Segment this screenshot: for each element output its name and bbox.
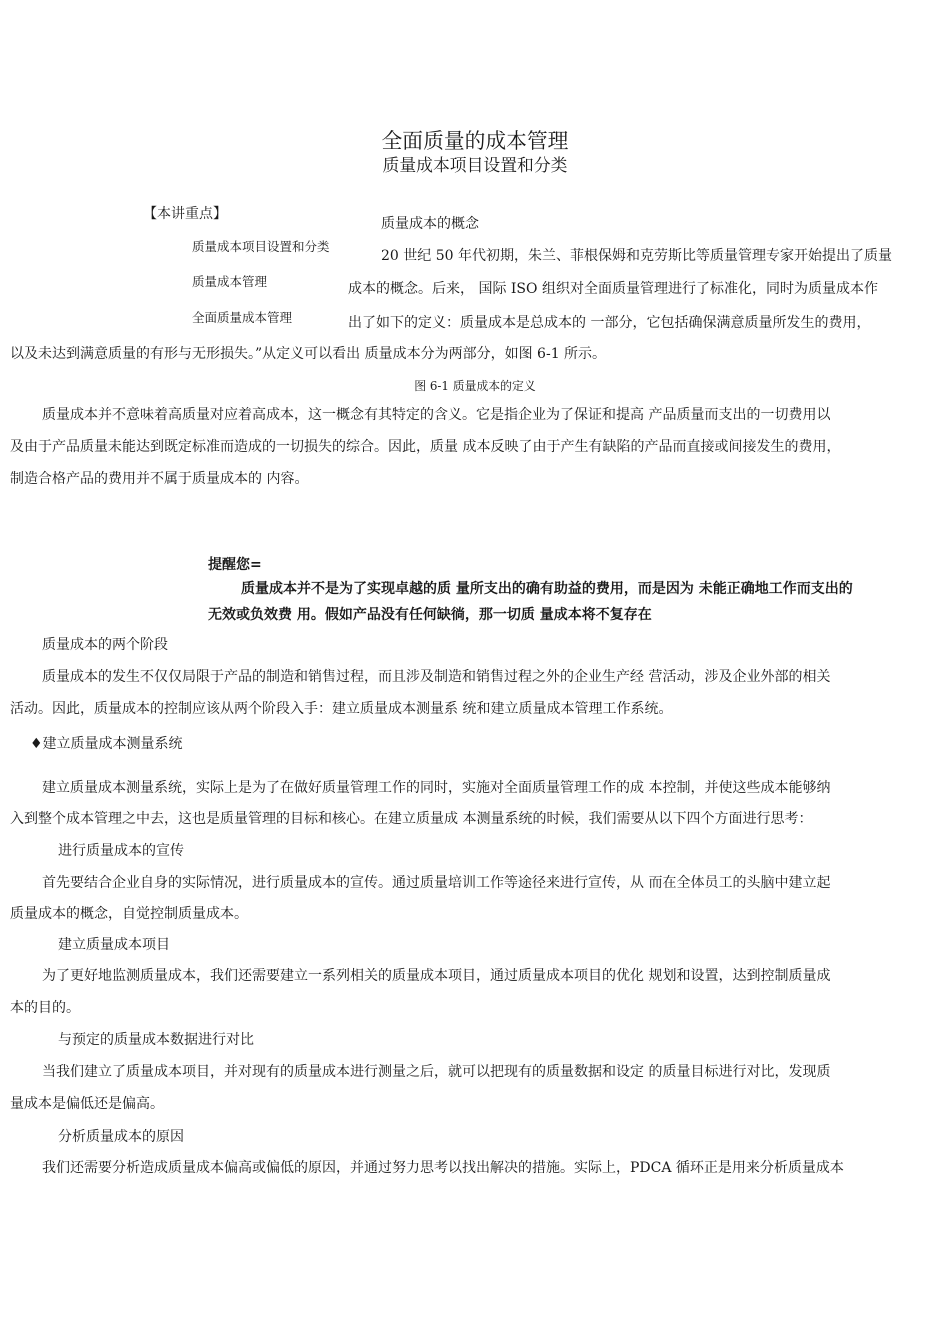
reminder-line: 质量成本并不是为了实现卓越的质 量所支出的确有助益的费用，而是因为 未能正确地工作而支出的 — [241, 581, 853, 597]
concept-line: 出了如下的定义：质量成本是总成本的 一部分，它包括确保满意质量所发生的费用， — [348, 315, 871, 331]
section-heading: ♦建立质量成本测量系统 — [30, 736, 183, 752]
paragraph-line: 及由于产品质量未能达到既定标准而造成的一切损失的综合。因此，质量 成本反映了由于产生有缺陷的产品而直接或间接发生的费用， — [10, 439, 841, 455]
key-point-item: 质量成本项目设置和分类 — [192, 239, 330, 254]
document-title: 全面质量的成本管理 — [381, 129, 569, 153]
concept-line: 20 世纪 50 年代初期，朱兰、菲根保姆和克劳斯比等质量管理专家开始提出了质量 — [381, 248, 892, 264]
subsection-heading: 与预定的质量成本数据进行对比 — [58, 1032, 254, 1048]
paragraph-line: 质量成本的概念，自觉控制质量成本。 — [10, 906, 248, 922]
paragraph-line: 入到整个成本管理之中去，这也是质量管理的目标和核心。在建立质量成 本测量系统的时候，我们需要从以下四个方面进行思考： — [10, 811, 813, 827]
paragraph-line: 我们还需要分析造成质量成本偏高或偏低的原因，并通过努力思考以找出解决的措施。实际上，PDCA 循环正是用来分析质量成本 — [42, 1160, 844, 1176]
key-point-item: 全面质量成本管理 — [192, 310, 293, 325]
reminder-line: 无效或负效费 用。假如产品没有任何缺徜，那一切质 量成本将不复存在 — [208, 607, 652, 623]
paragraph-line: 量成本是偏低还是偏高。 — [10, 1096, 164, 1112]
subsection-heading: 分析质量成本的原因 — [58, 1129, 184, 1145]
reminder-heading: 提醒您= — [208, 557, 262, 573]
concept-heading: 质量成本的概念 — [381, 216, 479, 232]
section-heading: 质量成本的两个阶段 — [42, 637, 168, 653]
paragraph-line: 首先要结合企业自身的实际情况，进行质量成本的宣传。通过质量培训工作等途径来进行宣传，从 而在全体员工的头脑中建立起 — [42, 875, 831, 891]
figure-caption: 图 6-1 质量成本的定义 — [414, 379, 536, 393]
concept-line: 以及未达到满意质量的有形与无形损失。”从定义可以看出 质量成本分为两部分，如图 6-1 所示。 — [10, 346, 607, 362]
paragraph-line: 建立质量成本测量系统，实际上是为了在做好质量管理工作的同时，实施对全面质量管理工作的成 本控制，并使这些成本能够纳 — [42, 780, 831, 796]
paragraph-line: 当我们建立了质量成本项目，并对现有的质量成本进行测量之后，就可以把现有的质量数据和设定 的质量目标进行对比，发现质 — [42, 1064, 831, 1080]
paragraph-line: 质量成本的发生不仅仅局限于产品的制造和销售过程，而且涉及制造和销售过程之外的企业生产经 营活动，涉及企业外部的相关 — [42, 669, 831, 685]
subsection-heading: 进行质量成本的宣传 — [58, 843, 184, 859]
key-point-item: 质量成本管理 — [192, 274, 268, 289]
subsection-heading: 建立质量成本项目 — [58, 937, 170, 953]
concept-line: 成本的概念。后来， 国际 ISO 组织对全面质量管理进行了标准化，同时为质量成本作 — [348, 281, 878, 297]
paragraph-line: 活动。因此，质量成本的控制应该从两个阶段入手：建立质量成本测量系 统和建立质量成本管理工作系统。 — [10, 701, 673, 717]
paragraph-line: 本的目的。 — [10, 1000, 80, 1016]
paragraph-line: 制造合格产品的费用并不属于质量成本的 内容。 — [10, 471, 309, 487]
key-points-heading: 【本讲重点】 — [143, 206, 227, 222]
paragraph-line: 为了更好地监测质量成本，我们还需要建立一系列相关的质量成本项目，通过质量成本项目的优化 规划和设置，达到控制质量成 — [42, 968, 831, 984]
document-subtitle: 质量成本项目设置和分类 — [382, 155, 568, 175]
paragraph-line: 质量成本并不意味着高质量对应着高成本，这一概念有其特定的含义。它是指企业为了保证和提高 产品质量而支出的一切费用以 — [42, 407, 831, 423]
